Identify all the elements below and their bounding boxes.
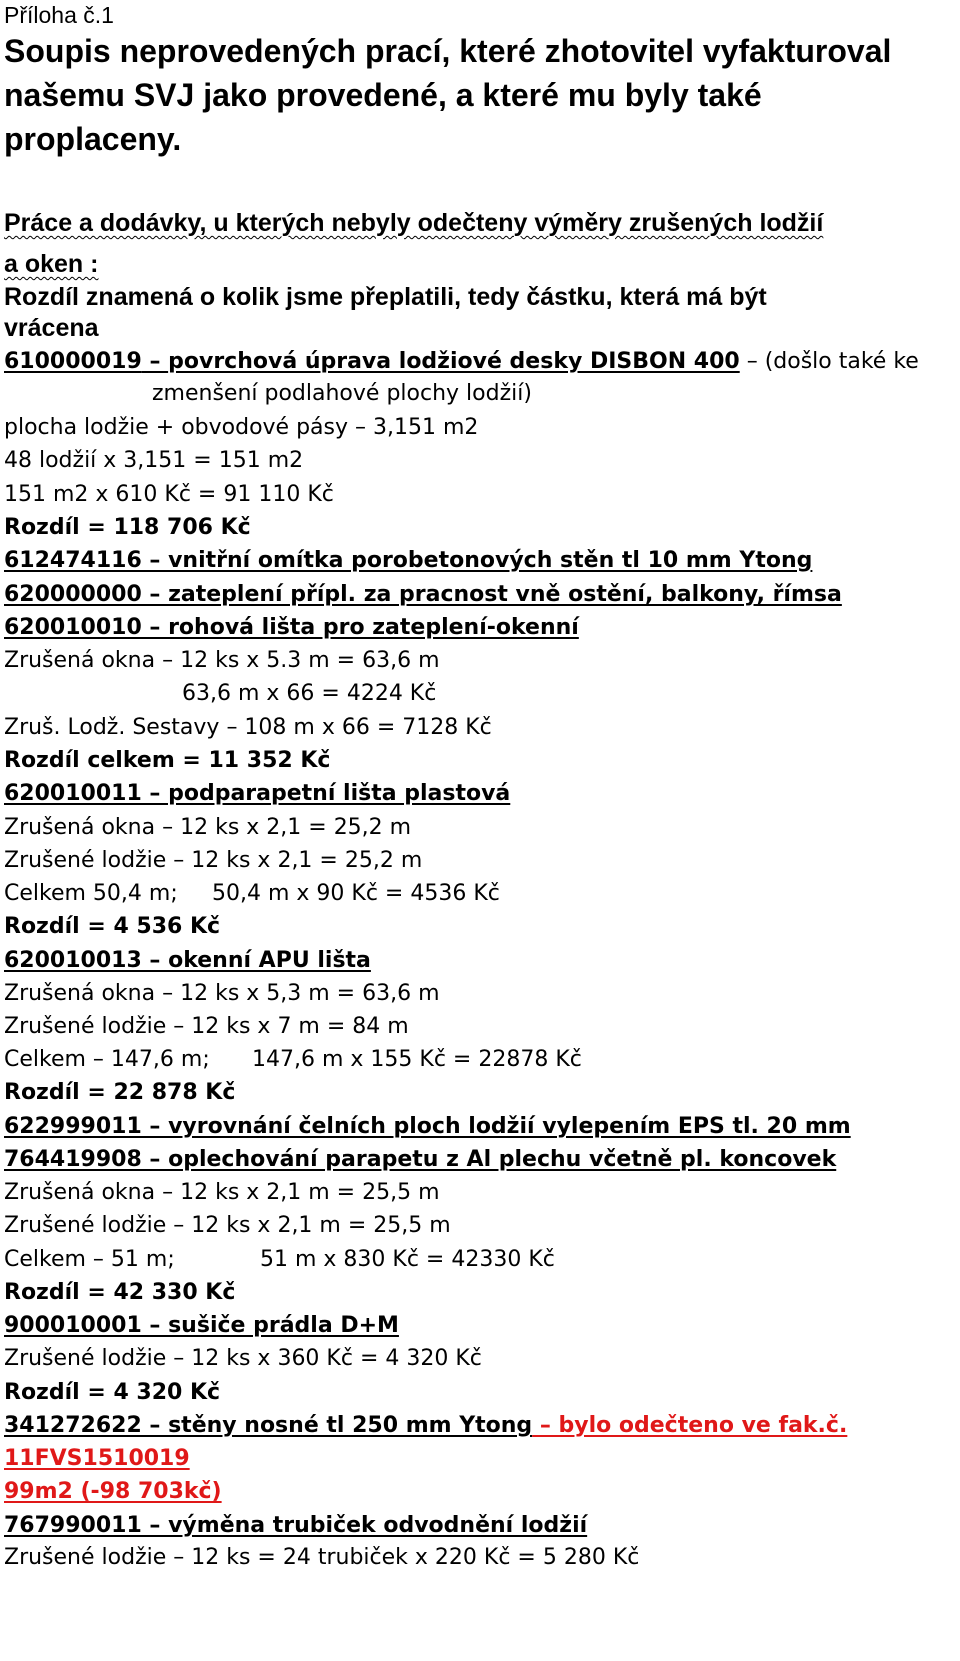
item-610000019-heading bbox=[4, 347, 919, 377]
calc-total-value: 50,4 m x 90 Kč = 4536 Kč bbox=[212, 881, 500, 906]
calc-line: Zrušená okna – 12 ks x 5,3 m = 63,6 m bbox=[4, 981, 440, 1006]
calc-total-label: Celkem 50,4 m; bbox=[4, 881, 178, 906]
invoice-number: 11FVS1510019 bbox=[4, 1446, 190, 1471]
item-desc: povrchová úprava lodžiové desky DISBON 400 bbox=[168, 349, 740, 374]
calc-line: Zrušená okna – 12 ks x 5.3 m = 63,6 m bbox=[4, 648, 440, 673]
item-heading: 620000000 – zateplení přípl. za pracnost vně ostění, balkony, římsa bbox=[4, 582, 842, 607]
item-heading: 620010010 – rohová lišta pro zateplení-okenní bbox=[4, 615, 579, 640]
difference-line: Rozdíl = 4 320 Kč bbox=[4, 1380, 221, 1405]
difference-line: Rozdíl = 4 536 Kč bbox=[4, 914, 221, 939]
subtitle-line-2: a oken : bbox=[4, 250, 99, 278]
item-heading-text: 341272622 – stěny nosné tl 250 mm Ytong bbox=[4, 1413, 533, 1438]
item-341272622-heading bbox=[4, 1411, 847, 1441]
item-paren: – (došlo také ke bbox=[739, 349, 919, 374]
item-heading: 612474116 – vnitřní omítka porobetonových stěn tl 10 mm Ytong bbox=[4, 548, 813, 573]
title-line-3: proplaceny. bbox=[4, 121, 182, 157]
deducted-amount: 99m2 (-98 703kč) bbox=[4, 1479, 222, 1504]
calc-line: 151 m2 x 610 Kč = 91 110 Kč bbox=[4, 482, 334, 507]
item-dash: – bbox=[141, 349, 169, 374]
note-line-2: vrácena bbox=[4, 314, 99, 342]
title-line-2: našemu SVJ jako provedené, a které mu byly také bbox=[4, 77, 762, 113]
deducted-note: – bylo odečteno ve fak.č. bbox=[532, 1413, 848, 1438]
item-heading: 764419908 – oplechování parapetu z Al plechu včetně pl. koncovek bbox=[4, 1147, 837, 1172]
calc-total-value: 51 m x 830 Kč = 42330 Kč bbox=[260, 1247, 555, 1272]
calc-line: Zrušená okna – 12 ks x 2,1 = 25,2 m bbox=[4, 815, 412, 840]
item-paren-continuation: zmenšení podlahové plochy lodžií) bbox=[152, 381, 532, 406]
calc-total-label: Celkem – 51 m; bbox=[4, 1247, 175, 1272]
calc-line: Zrušené lodžie – 12 ks x 2,1 = 25,2 m bbox=[4, 848, 423, 873]
calc-line: 48 lodžií x 3,151 = 151 m2 bbox=[4, 448, 304, 473]
calc-line: Zrušené lodžie – 12 ks x 7 m = 84 m bbox=[4, 1014, 409, 1039]
difference-line: Rozdíl celkem = 11 352 Kč bbox=[4, 748, 331, 773]
calc-line: plocha lodžie + obvodové pásy – 3,151 m2 bbox=[4, 415, 479, 440]
item-heading: 620010013 – okenní APU lišta bbox=[4, 948, 371, 973]
item-code: 610000019 bbox=[4, 349, 142, 374]
calc-line: Zrušená okna – 12 ks x 2,1 m = 25,5 m bbox=[4, 1180, 440, 1205]
calc-line: 63,6 m x 66 = 4224 Kč bbox=[182, 681, 437, 706]
calc-line: Zrušené lodžie – 12 ks = 24 trubiček x 220 Kč = 5 280 Kč bbox=[4, 1545, 640, 1570]
calc-line: Zrušené lodžie – 12 ks x 360 Kč = 4 320 Kč bbox=[4, 1346, 482, 1371]
item-heading: 622999011 – vyrovnání čelních ploch lodžií vylepením EPS tl. 20 mm bbox=[4, 1114, 851, 1139]
difference-line: Rozdíl = 22 878 Kč bbox=[4, 1080, 236, 1105]
item-heading: 900010001 – sušiče prádla D+M bbox=[4, 1313, 399, 1338]
subtitle-line-1: Práce a dodávky, u kterých nebyly odečteny výměry zrušených lodžií bbox=[4, 209, 824, 237]
item-heading: 767990011 – výměna trubiček odvodnění lodžií bbox=[4, 1513, 588, 1538]
title-line-1: Soupis neprovedených prací, které zhotovitel vyfakturoval bbox=[4, 33, 892, 69]
item-heading: 620010011 – podparapetní lišta plastová bbox=[4, 781, 511, 806]
calc-total-label: Celkem – 147,6 m; bbox=[4, 1047, 210, 1072]
calc-line: Zrušené lodžie – 12 ks x 2,1 m = 25,5 m bbox=[4, 1213, 451, 1238]
note-line-1: Rozdíl znamená o kolik jsme přeplatili, tedy částku, která má být bbox=[4, 283, 767, 311]
calc-total-value: 147,6 m x 155 Kč = 22878 Kč bbox=[252, 1047, 582, 1072]
difference-line: Rozdíl = 118 706 Kč bbox=[4, 515, 251, 540]
difference-line: Rozdíl = 42 330 Kč bbox=[4, 1280, 236, 1305]
attachment-header: Příloha č.1 bbox=[4, 2, 114, 28]
calc-line: Zruš. Lodž. Sestavy – 108 m x 66 = 7128 Kč bbox=[4, 715, 492, 740]
